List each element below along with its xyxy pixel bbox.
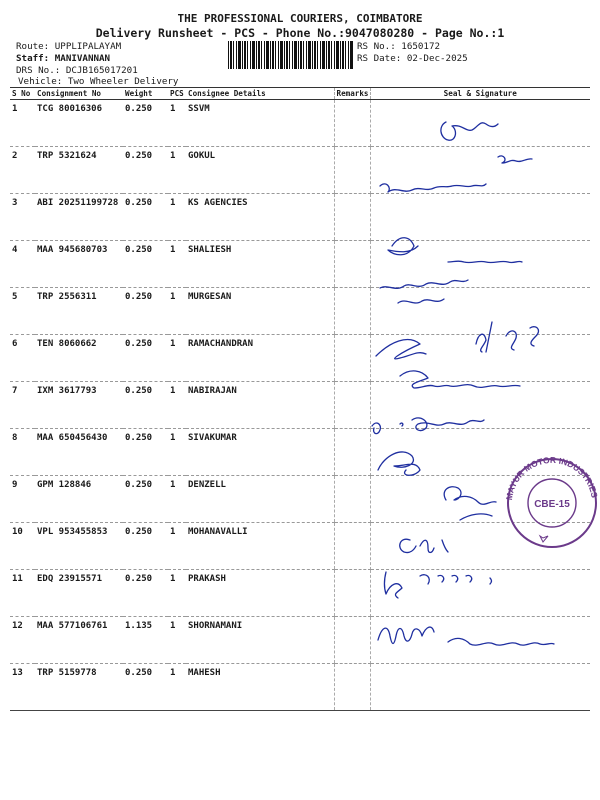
cell-consignment: TRP 5159778 [35, 664, 123, 711]
cell-consignment: TEN 8060662 [35, 335, 123, 382]
seal-center-text: CBE-15 [534, 499, 570, 510]
cell-remarks [334, 335, 370, 382]
drs-value: DCJB165017201 [65, 65, 138, 76]
cell-signature [370, 382, 590, 429]
cell-weight: 0.250 [123, 147, 168, 194]
rs-no-value: 1650172 [401, 41, 441, 52]
cell-signature [370, 194, 590, 241]
staff-line [16, 53, 110, 64]
cell-consignee: SSVM [186, 100, 334, 147]
cell-consignee: MOHANAVALLI [186, 523, 334, 570]
cell-consignment: IXM 3617793 [35, 382, 123, 429]
rs-no-line [357, 41, 440, 52]
cell-consignee: GOKUL [186, 147, 334, 194]
cell-pcs: 1 [168, 147, 186, 194]
cell-pcs: 1 [168, 288, 186, 335]
rs-date-value: 02-Dec-2025 [406, 53, 468, 64]
table-row [10, 147, 590, 194]
cell-signature [370, 429, 590, 476]
cell-signature [370, 241, 590, 288]
cell-remarks [334, 194, 370, 241]
table-row [10, 476, 590, 523]
cell-signature [370, 147, 590, 194]
cell-pcs: 1 [168, 476, 186, 523]
cell-remarks [334, 570, 370, 617]
cell-weight: 0.250 [123, 523, 168, 570]
header-remarks: Remarks [334, 88, 370, 100]
cell-weight: 0.250 [123, 241, 168, 288]
cell-pcs: 1 [168, 523, 186, 570]
cell-weight: 0.250 [123, 429, 168, 476]
cell-consignment: ABI 20251199728 [35, 194, 123, 241]
company-name: THE PROFESSIONAL COURIERS, COIMBATORE [177, 12, 423, 25]
cell-sno: 8 [10, 429, 35, 476]
staff-label: Staff: [16, 53, 50, 64]
cell-sno: 1 [10, 100, 35, 147]
cell-sno: 5 [10, 288, 35, 335]
cell-signature [370, 100, 590, 147]
route-line [16, 41, 121, 52]
cell-consignee: SHALIESH [186, 241, 334, 288]
rs-no-label: RS No.: [357, 41, 396, 52]
cell-remarks [334, 476, 370, 523]
cell-remarks [334, 664, 370, 711]
table-header [10, 88, 590, 100]
cell-weight: 0.250 [123, 664, 168, 711]
header-signature: Seal & Signature [370, 88, 590, 100]
cell-sno: 13 [10, 664, 35, 711]
cell-pcs: 1 [168, 382, 186, 429]
rs-date-line [357, 53, 468, 64]
table-row [10, 100, 590, 147]
cell-consignment: GPM 128846 [35, 476, 123, 523]
seal-text: MAYUR MOTOR INDUSTRIES [504, 454, 600, 501]
cell-weight: 0.250 [123, 194, 168, 241]
table-row [10, 382, 590, 429]
table-row [10, 194, 590, 241]
header-sno: S No [10, 88, 35, 100]
cell-signature [370, 335, 590, 382]
route-value: UPPLIPALAYAM [54, 41, 122, 52]
vehicle-line [18, 76, 178, 87]
cell-pcs: 1 [168, 429, 186, 476]
cell-sno: 9 [10, 476, 35, 523]
cell-consignment: MAA 650456430 [35, 429, 123, 476]
cell-pcs: 1 [168, 570, 186, 617]
cell-remarks [334, 100, 370, 147]
cell-pcs: 1 [168, 100, 186, 147]
table-row [10, 664, 590, 711]
delivery-table [10, 87, 590, 711]
cell-consignee: MURGESAN [186, 288, 334, 335]
table-row [10, 523, 590, 570]
table-row [10, 429, 590, 476]
cell-signature [370, 288, 590, 335]
cell-consignment: MAA 945680703 [35, 241, 123, 288]
cell-consignee: MAHESH [186, 664, 334, 711]
vehicle-label: Vehicle: [18, 76, 63, 87]
cell-consignee: SIVAKUMAR [186, 429, 334, 476]
cell-consignment: TRP 5321624 [35, 147, 123, 194]
cell-pcs: 1 [168, 194, 186, 241]
cell-signature [370, 570, 590, 617]
runsheet-title: Delivery Runsheet - PCS - Phone No.:9047080280 - Page No.:1 [95, 26, 505, 40]
cell-sno: 7 [10, 382, 35, 429]
cell-consignee: RAMACHANDRAN [186, 335, 334, 382]
cell-weight: 0.250 [123, 288, 168, 335]
drs-line [16, 65, 138, 76]
staff-value: MANIVANNAN [54, 53, 111, 64]
cell-pcs: 1 [168, 617, 186, 664]
header-consignee: Consignee Details [186, 88, 334, 100]
route-label: Route: [16, 41, 50, 52]
table-row [10, 335, 590, 382]
cell-remarks [334, 382, 370, 429]
cell-consignee: DENZELL [186, 476, 334, 523]
cell-sno: 2 [10, 147, 35, 194]
vehicle-value: Two Wheeler Delivery [67, 76, 179, 87]
cell-remarks [334, 147, 370, 194]
cell-weight: 0.250 [123, 100, 168, 147]
cell-consignee: KS AGENCIES [186, 194, 334, 241]
cell-sno: 12 [10, 617, 35, 664]
cell-sno: 6 [10, 335, 35, 382]
cell-remarks [334, 288, 370, 335]
header-weight: Weight [123, 88, 168, 100]
cell-consignment: MAA 577106761 [35, 617, 123, 664]
cell-signature [370, 476, 590, 523]
cell-weight: 0.250 [123, 382, 168, 429]
cell-consignee: SHORNAMANI [186, 617, 334, 664]
barcode [228, 41, 354, 69]
cell-consignee: NABIRAJAN [186, 382, 334, 429]
cell-remarks [334, 523, 370, 570]
drs-label: DRS No.: [16, 65, 61, 76]
cell-weight: 0.250 [123, 476, 168, 523]
table-row [10, 241, 590, 288]
table-row [10, 288, 590, 335]
cell-sno: 4 [10, 241, 35, 288]
table-row [10, 617, 590, 664]
table-row [10, 570, 590, 617]
cell-remarks [334, 429, 370, 476]
cell-consignee: PRAKASH [186, 570, 334, 617]
cell-sno: 3 [10, 194, 35, 241]
cell-remarks [334, 617, 370, 664]
cell-sno: 11 [10, 570, 35, 617]
cell-pcs: 1 [168, 335, 186, 382]
cell-signature [370, 664, 590, 711]
cell-consignment: TCG 80016306 [35, 100, 123, 147]
cell-sno: 10 [10, 523, 35, 570]
cell-signature [370, 523, 590, 570]
header-consignment: Consignment No [35, 88, 123, 100]
cell-weight: 0.250 [123, 335, 168, 382]
cell-consignment: VPL 953455853 [35, 523, 123, 570]
cell-weight: 1.135 [123, 617, 168, 664]
cell-pcs: 1 [168, 241, 186, 288]
cell-remarks [334, 241, 370, 288]
cell-signature [370, 617, 590, 664]
cell-consignment: TRP 2556311 [35, 288, 123, 335]
rs-date-label: RS Date: [357, 53, 402, 64]
cell-consignment: EDQ 23915571 [35, 570, 123, 617]
cell-pcs: 1 [168, 664, 186, 711]
cell-weight: 0.250 [123, 570, 168, 617]
header-pcs: PCS [168, 88, 186, 100]
